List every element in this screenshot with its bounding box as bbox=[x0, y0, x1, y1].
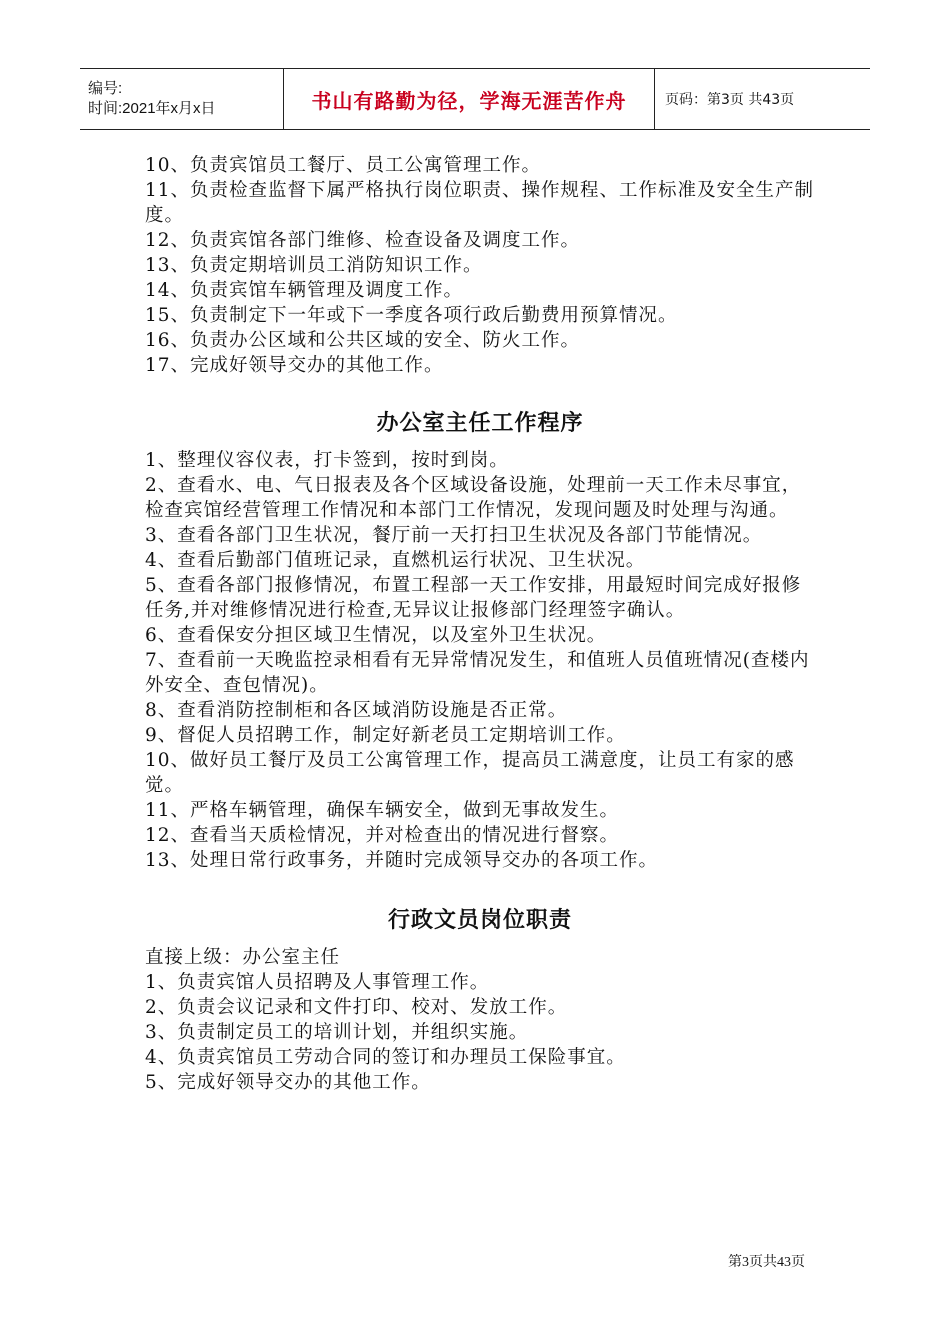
list-item: 3、查看各部门卫生状况，餐厅前一天打扫卫生状况及各部门节能情况。 bbox=[145, 525, 763, 546]
list-item: 11、负责检查监督下属严格执行岗位职责、操作规程、工作标准及安全生产制度。 bbox=[145, 180, 815, 226]
list-item: 13、负责定期培训员工消防知识工作。 bbox=[145, 255, 483, 276]
list-item: 16、负责办公区域和公共区域的安全、防火工作。 bbox=[145, 330, 581, 351]
supervisor-line: 直接上级：办公室主任 bbox=[145, 947, 341, 968]
list-item: 10、负责宾馆员工餐厅、员工公寓管理工作。 bbox=[145, 155, 542, 176]
section-title-office-director-procedure: 办公室主任工作程序 bbox=[376, 410, 584, 436]
document-body bbox=[145, 153, 815, 1095]
list-item: 1、整理仪容仪表，打卡签到，按时到岗。 bbox=[145, 450, 509, 471]
document-number-label: 编号: bbox=[88, 80, 123, 97]
list-item: 2、负责会议记录和文件打印、校对、发放工作。 bbox=[145, 997, 568, 1018]
list-item: 9、督促人员招聘工作，制定好新老员工定期培训工作。 bbox=[145, 725, 626, 746]
section2-list bbox=[145, 448, 815, 873]
list-item: 4、查看后勤部门值班记录，直燃机运行状况、卫生状况。 bbox=[145, 550, 646, 571]
document-date-label: 时间:2021年x月x日 bbox=[88, 100, 216, 117]
section-title-admin-clerk-duties: 行政文员岗位职责 bbox=[387, 907, 572, 933]
section1-list bbox=[145, 153, 815, 378]
list-item: 1、负责宾馆人员招聘及人事管理工作。 bbox=[145, 972, 490, 993]
list-item: 12、查看当天质检情况，并对检查出的情况进行督察。 bbox=[145, 825, 620, 846]
list-item: 3、负责制定员工的培训计划，并组织实施。 bbox=[145, 1022, 529, 1043]
list-item: 10、做好员工餐厅及员工公寓管理工作，提高员工满意度，让员工有家的感觉。 bbox=[145, 750, 795, 796]
header-page-cell bbox=[655, 69, 870, 129]
list-item: 11、严格车辆管理，确保车辆安全，做到无事故发生。 bbox=[145, 800, 620, 821]
list-item: 4、负责宾馆员工劳动合同的签订和办理员工保险事宜。 bbox=[145, 1047, 626, 1068]
list-item: 6、查看保安分担区域卫生情况，以及室外卫生状况。 bbox=[145, 625, 607, 646]
header-page-number: 页码：第3页 共43页 bbox=[665, 92, 795, 108]
header-motto: 书山有路勤为径，学海无涯苦作舟 bbox=[311, 88, 627, 113]
list-item: 8、查看消防控制柜和各区域消防设施是否正常。 bbox=[145, 700, 568, 721]
header-motto-cell bbox=[283, 69, 655, 129]
footer-page-number: 第3页共43页 bbox=[728, 1255, 805, 1270]
list-item: 13、处理日常行政事务，并随时完成领导交办的各项工作。 bbox=[145, 850, 659, 871]
list-item: 12、负责宾馆各部门维修、检查设备及调度工作。 bbox=[145, 230, 581, 251]
section3-list bbox=[145, 945, 815, 1095]
list-item: 5、查看各部门报修情况，布置工程部一天工作安排，用最短时间完成好报修任务,并对维修情况进行检查,无异议让报修部门经理签字确认。 bbox=[145, 575, 802, 621]
list-item: 5、完成好领导交办的其他工作。 bbox=[145, 1072, 431, 1093]
page-header bbox=[80, 68, 870, 130]
list-item: 14、负责宾馆车辆管理及调度工作。 bbox=[145, 280, 464, 301]
header-meta bbox=[80, 69, 283, 129]
list-item: 15、负责制定下一年或下一季度各项行政后勤费用预算情况。 bbox=[145, 305, 678, 326]
list-item: 7、查看前一天晚监控录相看有无异常情况发生，和值班人员值班情况(查楼内外安全、查包情况)。 bbox=[145, 650, 810, 696]
list-item: 17、完成好领导交办的其他工作。 bbox=[145, 355, 444, 376]
list-item: 2、查看水、电、气日报表及各个区域设备设施，处理前一天工作未尽事宜，检查宾馆经营管理工作情况和本部门工作情况，发现问题及时处理与沟通。 bbox=[145, 475, 802, 521]
